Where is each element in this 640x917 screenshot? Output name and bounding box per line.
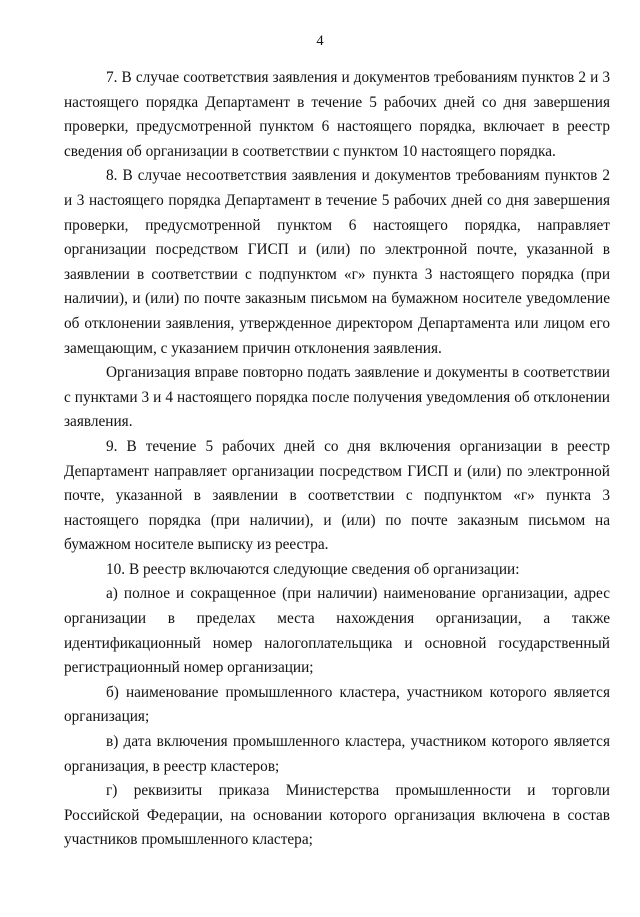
subitem-a: а) полное и сокращенное (при наличии) наименование организации, адрес организации в пределах места нахождения организации, а также идентификационный номер налогоплательщика и основной государственный регистрационный номер организации;: [64, 585, 610, 677]
subitem-b: б) наименование промышленного кластера, участником которого является организация;: [64, 683, 610, 726]
document-body: [64, 66, 610, 853]
paragraph-item-10: 10. В реестр включаются следующие сведения об организации:: [106, 560, 520, 578]
paragraph-item-9: 9. В течение 5 рабочих дней со дня включения организации в реестр Департамент направляет организации посредством ГИСП и (или) по электронной почте, указанной в заявлении в соответствии с подпунктом «г» пункта 3 настоящего порядка (при наличии), и (или) по почте заказным письмом на бумажном носителе выписку из реестра.: [64, 437, 610, 554]
paragraph-resubmission: Организация вправе повторно подать заявление и документы в соответствии с пунктами 3 и 4 настоящего порядка после получения уведомления об отклонении заявления.: [64, 364, 610, 431]
paragraph-item-8: 8. В случае несоответствия заявления и документов требованиям пунктов 2 и 3 настоящего порядка Департамент в течение 5 рабочих дней со дня завершения проверки, предусмотренной пунктом 6 настоящего порядка, направляет организации посредством ГИСП и (или) по электронной почте, указанной в заявлении в соответствии с подпунктом «г» пункта 3 настоящего порядка (при наличии), и (или) по почте заказным письмом на бумажном носителе уведомление об отклонении заявления, утвержденное директором Департамента или лицом его замещающим, с указанием причин отклонения заявления.: [64, 167, 610, 357]
page-number: 4: [316, 33, 324, 49]
subitem-g: г) реквизиты приказа Министерства промышленности и торговли Российской Федерации, на основании которого организация включена в состав участников промышленного кластера;: [64, 782, 610, 849]
subitem-v: в) дата включения промышленного кластера, участником которого является организация, в реестр кластеров;: [64, 733, 610, 775]
paragraph-item-7: 7. В случае соответствия заявления и документов требованиям пунктов 2 и 3 настоящего порядка Департамент в течение 5 рабочих дней со дня завершения проверки, предусмотренной пунктом 6 настоящего порядка, включает в реестр сведения об организации в соответствии с пунктом 10 настоящего порядка.: [64, 69, 610, 160]
